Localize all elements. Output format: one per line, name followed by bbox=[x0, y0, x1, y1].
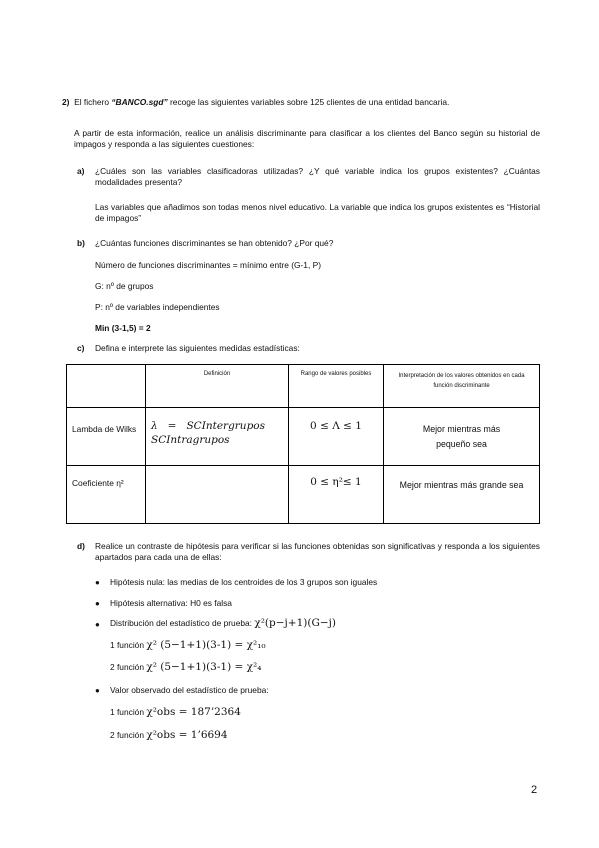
part-d-obs-f2-label: 2 función bbox=[110, 730, 147, 740]
part-b-line3: P: nº de variables independientes bbox=[95, 302, 220, 312]
part-d-obs-f1-label: 1 función bbox=[110, 707, 147, 717]
table-header-definition-text: Definición bbox=[203, 371, 231, 377]
part-d-distribution bbox=[110, 617, 336, 631]
part-d-obs-f1-formula: χ²obs = 187’2364 bbox=[146, 706, 241, 718]
table-header-empty bbox=[67, 365, 146, 408]
part-d-obs-f2 bbox=[110, 729, 228, 743]
row-wilks-name: Lambda de Wilks bbox=[72, 424, 137, 434]
table-header-interpretation bbox=[384, 365, 540, 408]
row-wilks-range-cell bbox=[289, 408, 384, 466]
part-d-dist-f1-formula: χ² (5−1+1)(3-1) = χ²₁₀ bbox=[146, 639, 266, 651]
part-b-result: Min (3-1,5) = 2 bbox=[95, 323, 151, 333]
part-d-distribution-formula: χ²(p−j+1)(G−j) bbox=[254, 617, 336, 629]
question-filename: “BANCO.sgd” bbox=[111, 97, 168, 107]
row-eta-name: Coeficiente η² bbox=[72, 478, 124, 488]
part-d-null-hypothesis: Hipótesis nula: las medias de los centroides de los 3 grupos son iguales bbox=[110, 577, 378, 587]
question-intro-post: recoge las siguientes variables sobre 125 clientes de una entidad bancaria. bbox=[167, 97, 450, 107]
part-a-question: ¿Cuáles son las variables clasificadoras utilizadas? ¿Y qué variable indica los grupos existentes? ¿Cuántas modalidades presenta? bbox=[95, 166, 540, 187]
row-wilks-interp-cell bbox=[384, 408, 540, 466]
part-b-line1: Número de funciones discriminantes = mínimo entre (G-1, P) bbox=[95, 260, 321, 270]
question-number: 2) bbox=[62, 97, 70, 107]
part-b-question: ¿Cuántas funciones discriminantes se han obtenido? ¿Por qué? bbox=[95, 238, 334, 248]
part-b-label: b) bbox=[77, 238, 85, 248]
table-header-range-text: Rango de valores posibles bbox=[300, 371, 372, 377]
question-intro bbox=[62, 97, 542, 108]
part-d-dist-f1 bbox=[110, 639, 266, 653]
row-eta-definition-cell bbox=[146, 466, 289, 524]
part-d-alt-hypothesis: Hipótesis alternativa: H0 es falsa bbox=[110, 598, 232, 608]
table-row bbox=[67, 466, 540, 524]
part-c-label: c) bbox=[77, 343, 85, 353]
row-eta-interp: Mejor mientras más grande sea bbox=[399, 480, 524, 490]
part-a-label: a) bbox=[77, 166, 85, 176]
question-intro-pre: El fichero bbox=[74, 97, 112, 107]
part-a-answer: Las variables que añadimos son todas menos nivel educativo. La variable que indica los grupos existentes es “Historial de impagos” bbox=[95, 202, 540, 223]
bullet-icon: ● bbox=[95, 578, 100, 587]
page-number: 2 bbox=[531, 784, 538, 796]
measures-table bbox=[66, 364, 540, 524]
part-d-dist-f2-formula: χ² (5−1+1)(3-1) = χ²₄ bbox=[146, 661, 262, 673]
part-d-obs-f2-formula: χ²obs = 1’6694 bbox=[146, 729, 228, 741]
row-eta-interp-cell bbox=[384, 466, 540, 524]
part-d-label: d) bbox=[77, 541, 85, 551]
part-c-question: Defina e interprete las siguientes medidas estadísticas: bbox=[95, 343, 300, 353]
table-header-interpretation-text: Interpretación de los valores obtenidos en cada función discriminante bbox=[398, 373, 525, 390]
part-d-dist-f2 bbox=[110, 661, 261, 675]
part-d-question: Realice un contraste de hipótesis para verificar si las funciones obtenidas son significativas y responda a los siguientes apartados para cada una de ellas: bbox=[95, 541, 540, 562]
part-d-dist-f1-label: 1 función bbox=[110, 640, 147, 650]
part-b-line2: G: nº de grupos bbox=[95, 281, 154, 291]
question-paragraph: A partir de esta información, realice un análisis discriminante para clasificar a los clientes del Banco según su historial de impagos y responda a las siguientes cuestiones: bbox=[74, 128, 540, 149]
row-wilks-name-cell bbox=[67, 408, 146, 466]
row-eta-range: 0 ≤ η²≤ 1 bbox=[310, 476, 362, 488]
part-d-dist-f2-label: 2 función bbox=[110, 662, 147, 672]
table-header-range bbox=[289, 365, 384, 408]
bullet-icon: ● bbox=[95, 599, 100, 608]
row-wilks-def-line1: λ = SCIntergrupos bbox=[151, 420, 266, 432]
part-d-observed: Valor observado del estadístico de prueba: bbox=[110, 685, 269, 695]
table-header-definition bbox=[146, 365, 289, 408]
bullet-icon: ● bbox=[95, 620, 100, 629]
bullet-icon: ● bbox=[95, 686, 100, 695]
row-eta-name-cell bbox=[67, 466, 146, 524]
part-d-distribution-label: Distribución del estadístico de prueba: bbox=[110, 618, 255, 628]
row-wilks-definition-cell bbox=[146, 408, 289, 466]
row-wilks-def-line2: SCIntragrupos bbox=[151, 433, 230, 446]
row-wilks-range: 0 ≤ Λ ≤ 1 bbox=[310, 420, 362, 432]
table-row bbox=[67, 408, 540, 466]
part-d-obs-f1 bbox=[110, 706, 241, 720]
row-eta-range-cell bbox=[289, 466, 384, 524]
row-wilks-interp: Mejor mientras más pequeño sea bbox=[422, 424, 501, 449]
table-header-row bbox=[67, 365, 540, 408]
